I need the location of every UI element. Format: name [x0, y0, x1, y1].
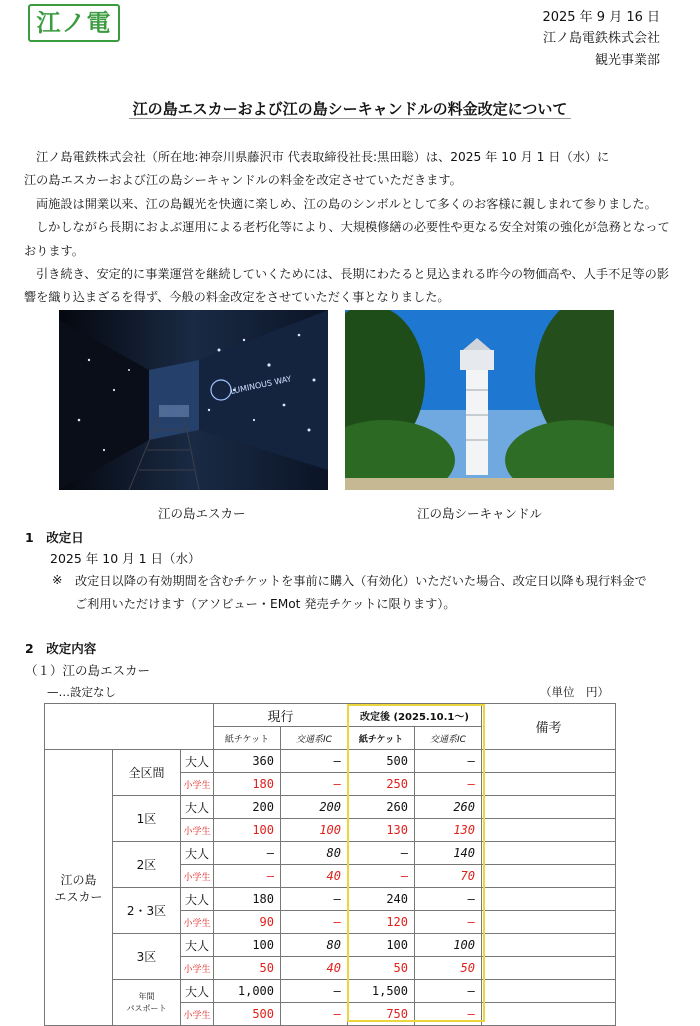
remarks-cell: [482, 842, 616, 865]
remarks-cell: [482, 750, 616, 773]
new-paper-price: —: [348, 865, 415, 888]
current-ic-price: 200: [281, 796, 348, 819]
adult-label: 大人: [181, 750, 214, 773]
note-line-2: ご利用いただけます（アソビュー・EMot 発売チケットに限ります）。: [75, 597, 456, 611]
paragraph-3-line-2: おります。: [24, 243, 84, 258]
current-ic-price: 100: [281, 819, 348, 842]
current-paper-price: 1,000: [214, 980, 281, 1003]
table-row: [45, 980, 616, 1003]
new-ic-price: —: [415, 888, 482, 911]
company-logo: 江ノ電: [28, 4, 120, 42]
table-row: [45, 842, 616, 865]
header-current: 現行: [214, 704, 348, 727]
child-label: 小学生: [181, 957, 214, 980]
header-current-ic: 交通系IC: [281, 727, 348, 750]
new-paper-price: 1,500: [348, 980, 415, 1003]
remarks-cell: [482, 1003, 616, 1026]
adult-label: 大人: [181, 980, 214, 1003]
paragraph-1-line-1: 江ノ島電鉄株式会社（所在地:神奈川県藤沢市 代表取締役社長:黒田聡）は、2025 年 10 月 1 日（水）に: [36, 150, 610, 164]
new-paper-price: 260: [348, 796, 415, 819]
section-name: 年間 パスポート: [113, 980, 181, 1026]
table-row: [45, 750, 616, 773]
adult-label: 大人: [181, 842, 214, 865]
adult-label: 大人: [181, 934, 214, 957]
paragraph-4-line-2: 響を織り込まざるを得ず、今般の料金改定をさせていただく事となりました。: [24, 290, 450, 305]
header-after-paper: 紙チケット: [348, 727, 415, 750]
section-name: 全区間: [113, 750, 181, 796]
new-paper-price: 100: [348, 934, 415, 957]
current-ic-price: —: [281, 888, 348, 911]
remarks-cell: [482, 980, 616, 1003]
current-ic-price: —: [281, 980, 348, 1003]
new-ic-price: 50: [415, 957, 482, 980]
paragraph-2: 両施設は開業以来、江の島観光を快適に楽しめ、江の島のシンボルとして多くのお客様に親しまれて参りました。: [36, 196, 657, 211]
child-label: 小学生: [181, 819, 214, 842]
current-ic-price: —: [281, 773, 348, 796]
dash-legend: —…設定なし: [47, 685, 116, 699]
new-paper-price: 500: [348, 750, 415, 773]
header-current-paper: 紙チケット: [214, 727, 281, 750]
new-paper-price: —: [348, 842, 415, 865]
current-paper-price: 500: [214, 1003, 281, 1026]
fare-table: [44, 703, 616, 1026]
escar-caption: 江の島エスカー: [158, 506, 246, 521]
remarks-cell: [482, 796, 616, 819]
new-paper-price: 120: [348, 911, 415, 934]
current-paper-price: 180: [214, 773, 281, 796]
new-ic-price: 130: [415, 819, 482, 842]
header-remarks: 備考: [482, 704, 616, 750]
remarks-cell: [482, 819, 616, 842]
table-corner: [45, 704, 214, 750]
current-ic-price: —: [281, 750, 348, 773]
facility-name: 江の島 エスカー: [45, 750, 113, 1026]
current-paper-price: 100: [214, 934, 281, 957]
current-paper-price: 100: [214, 819, 281, 842]
page-title: 江の島エスカーおよび江の島シーキャンドルの料金改定について: [0, 98, 700, 119]
table-row: [45, 888, 616, 911]
new-ic-price: 100: [415, 934, 482, 957]
adult-label: 大人: [181, 888, 214, 911]
current-ic-price: 80: [281, 842, 348, 865]
current-ic-price: 80: [281, 934, 348, 957]
current-paper-price: —: [214, 865, 281, 888]
remarks-cell: [482, 865, 616, 888]
section-1-heading: 1 改定日: [25, 530, 84, 545]
section-name: 1区: [113, 796, 181, 842]
current-paper-price: 360: [214, 750, 281, 773]
escar-subheading: （１）江の島エスカー: [25, 663, 151, 678]
current-paper-price: 200: [214, 796, 281, 819]
paragraph-4-line-1: 引き続き、安定的に事業運営を継続していくためには、長期にわたると見込まれる昨今の物価高や、人手不足等の影: [36, 267, 670, 282]
section-name: 3区: [113, 934, 181, 980]
new-ic-price: —: [415, 750, 482, 773]
new-ic-price: 70: [415, 865, 482, 888]
sea-candle-caption: 江の島シーキャンドル: [417, 506, 543, 521]
sea-candle-photo: [345, 310, 614, 490]
header-after: 改定後 (2025.10.1～): [348, 704, 482, 727]
new-ic-price: 260: [415, 796, 482, 819]
current-paper-price: 90: [214, 911, 281, 934]
current-paper-price: 180: [214, 888, 281, 911]
new-ic-price: —: [415, 911, 482, 934]
remarks-cell: [482, 957, 616, 980]
current-ic-price: 40: [281, 957, 348, 980]
table-row: [45, 796, 616, 819]
remarks-cell: [482, 888, 616, 911]
remarks-cell: [482, 773, 616, 796]
current-ic-price: —: [281, 911, 348, 934]
new-paper-price: 50: [348, 957, 415, 980]
escar-photo: [59, 310, 328, 490]
current-paper-price: 50: [214, 957, 281, 980]
note-line-1: 改定日以降の有効期間を含むチケットを事前に購入（有効化）いただいた場合、改定日以降も現行料金で: [75, 574, 647, 588]
child-label: 小学生: [181, 865, 214, 888]
child-label: 小学生: [181, 773, 214, 796]
body-text: [24, 146, 670, 310]
paragraph-1-line-2: 江の島エスカーおよび江の島シーキャンドルの料金を改定させていただきます。: [24, 173, 462, 188]
new-ic-price: —: [415, 1003, 482, 1026]
issue-date: 2025 年 9 月 16 日: [542, 10, 660, 25]
section-2-heading: 2 改定内容: [25, 641, 97, 656]
note-mark: ※: [52, 572, 63, 587]
new-ic-price: 140: [415, 842, 482, 865]
company-name: 江ノ島電鉄株式会社: [542, 31, 660, 46]
current-paper-price: —: [214, 842, 281, 865]
remarks-cell: [482, 911, 616, 934]
section-name: 2・3区: [113, 888, 181, 934]
revision-date: 2025 年 10 月 1 日（水）: [50, 551, 201, 566]
remarks-cell: [482, 934, 616, 957]
current-ic-price: 40: [281, 865, 348, 888]
table-row: [45, 934, 616, 957]
new-paper-price: 130: [348, 819, 415, 842]
unit-label: （単位 円）: [540, 685, 609, 699]
luminous-way-sign: LUMINOUS WAY: [229, 374, 293, 396]
department-name: 観光事業部: [594, 53, 660, 68]
section-name: 2区: [113, 842, 181, 888]
current-ic-price: —: [281, 1003, 348, 1026]
new-paper-price: 750: [348, 1003, 415, 1026]
new-paper-price: 240: [348, 888, 415, 911]
new-ic-price: —: [415, 980, 482, 1003]
child-label: 小学生: [181, 911, 214, 934]
paragraph-3-line-1: しかしながら長期におよぶ運用による老朽化等により、大規模修繕の必要性や更なる安全対策の強化が急務となって: [36, 220, 670, 235]
child-label: 小学生: [181, 1003, 214, 1026]
new-ic-price: —: [415, 773, 482, 796]
header-after-ic: 交通系IC: [415, 727, 482, 750]
adult-label: 大人: [181, 796, 214, 819]
new-paper-price: 250: [348, 773, 415, 796]
